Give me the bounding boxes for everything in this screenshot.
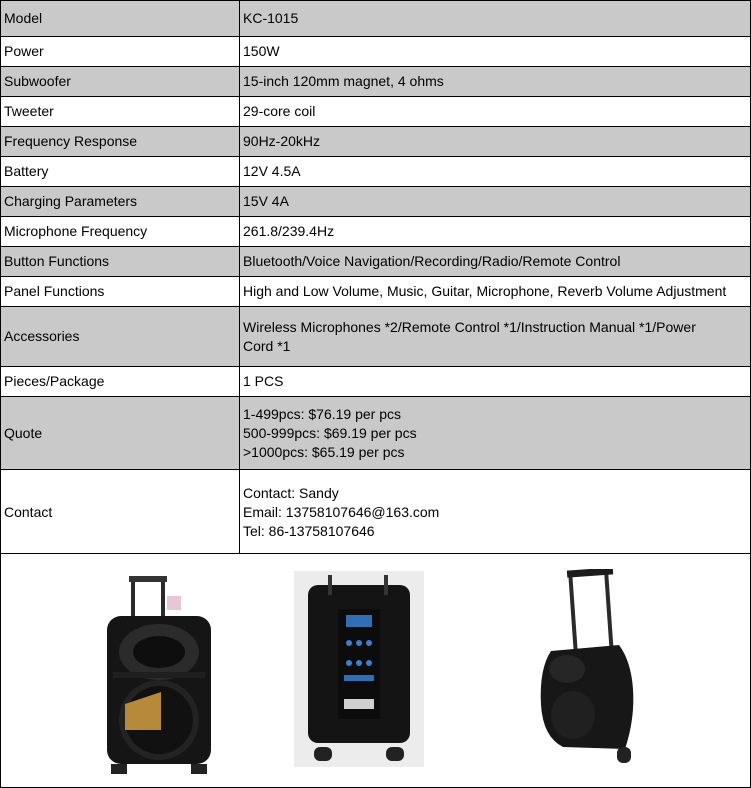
spec-label: Accessories	[1, 307, 240, 367]
spec-row	[1, 247, 751, 277]
spec-label: Panel Functions	[1, 277, 240, 307]
spec-value	[240, 67, 751, 97]
spec-label: Contact	[1, 470, 240, 556]
spec-label: Tweeter	[1, 97, 240, 127]
spec-label: Power	[1, 37, 240, 67]
spec-value-line: 12V 4.5A	[243, 163, 301, 179]
spec-label: Charging Parameters	[1, 187, 240, 217]
spec-value-line: 150W	[243, 43, 280, 59]
spec-row	[1, 67, 751, 97]
spec-value	[240, 247, 751, 277]
spec-value-line: Contact: Sandy	[243, 485, 339, 501]
spec-value-line: Tel: 86-13758107646	[243, 523, 375, 539]
spec-row	[1, 187, 751, 217]
spec-label: Quote	[1, 397, 240, 470]
spec-value-line: 29-core coil	[243, 103, 316, 119]
spec-value	[240, 157, 751, 187]
spec-row	[1, 127, 751, 157]
spec-value-line: KC-1015	[243, 10, 299, 26]
spec-row	[1, 470, 751, 556]
spec-value	[240, 1, 751, 37]
spec-row	[1, 277, 751, 307]
spec-value-line: 15-inch 120mm magnet, 4 ohms	[243, 73, 444, 89]
spec-value-line: Cord *1	[243, 337, 291, 354]
spec-row	[1, 307, 751, 367]
spec-row	[1, 217, 751, 247]
spec-value-line: 15V 4A	[243, 193, 289, 209]
spec-label: Model	[1, 1, 240, 37]
spec-label: Battery	[1, 157, 240, 187]
spec-value-line: Wireless Microphones *2/Remote Control *1/Instruction Manual *1/Power	[243, 318, 696, 335]
spec-value-line: Bluetooth/Voice Navigation/Recording/Radio/Remote Control	[243, 253, 621, 269]
product-images	[0, 553, 751, 788]
spec-label: Subwoofer	[1, 67, 240, 97]
spec-value	[240, 367, 751, 397]
speaker-side-image	[533, 569, 643, 774]
spec-row	[1, 397, 751, 470]
spec-label: Microphone Frequency	[1, 217, 240, 247]
spec-row	[1, 157, 751, 187]
spec-label: Button Functions	[1, 247, 240, 277]
spec-value-line: 261.8/239.4Hz	[243, 223, 335, 239]
spec-row	[1, 1, 751, 37]
spec-value	[240, 397, 751, 470]
spec-value-line: 500-999pcs: $69.19 per pcs	[243, 424, 417, 441]
spec-value	[240, 307, 751, 367]
spec-value	[240, 37, 751, 67]
spec-value-line: High and Low Volume, Music, Guitar, Microphone, Reverb Volume Adjustment	[243, 283, 727, 299]
spec-value-line: 1-499pcs: $76.19 per pcs	[243, 405, 401, 422]
spec-value-line: 1 PCS	[243, 373, 284, 389]
spec-label: Pieces/Package	[1, 367, 240, 397]
speaker-front-image	[101, 574, 221, 784]
spec-value-line: 90Hz-20kHz	[243, 133, 321, 149]
spec-value	[240, 97, 751, 127]
spec-row	[1, 37, 751, 67]
spec-value	[240, 187, 751, 217]
spec-value-line: >1000pcs: $65.19 per pcs	[243, 443, 405, 460]
spec-value	[240, 217, 751, 247]
spec-row	[1, 367, 751, 397]
spec-value	[240, 470, 751, 556]
spec-label: Frequency Response	[1, 127, 240, 157]
speaker-rear-image	[294, 571, 424, 767]
spec-value	[240, 277, 751, 307]
spec-value-line: Email: 13758107646@163.com	[243, 504, 440, 520]
spec-row	[1, 97, 751, 127]
spec-value	[240, 127, 751, 157]
